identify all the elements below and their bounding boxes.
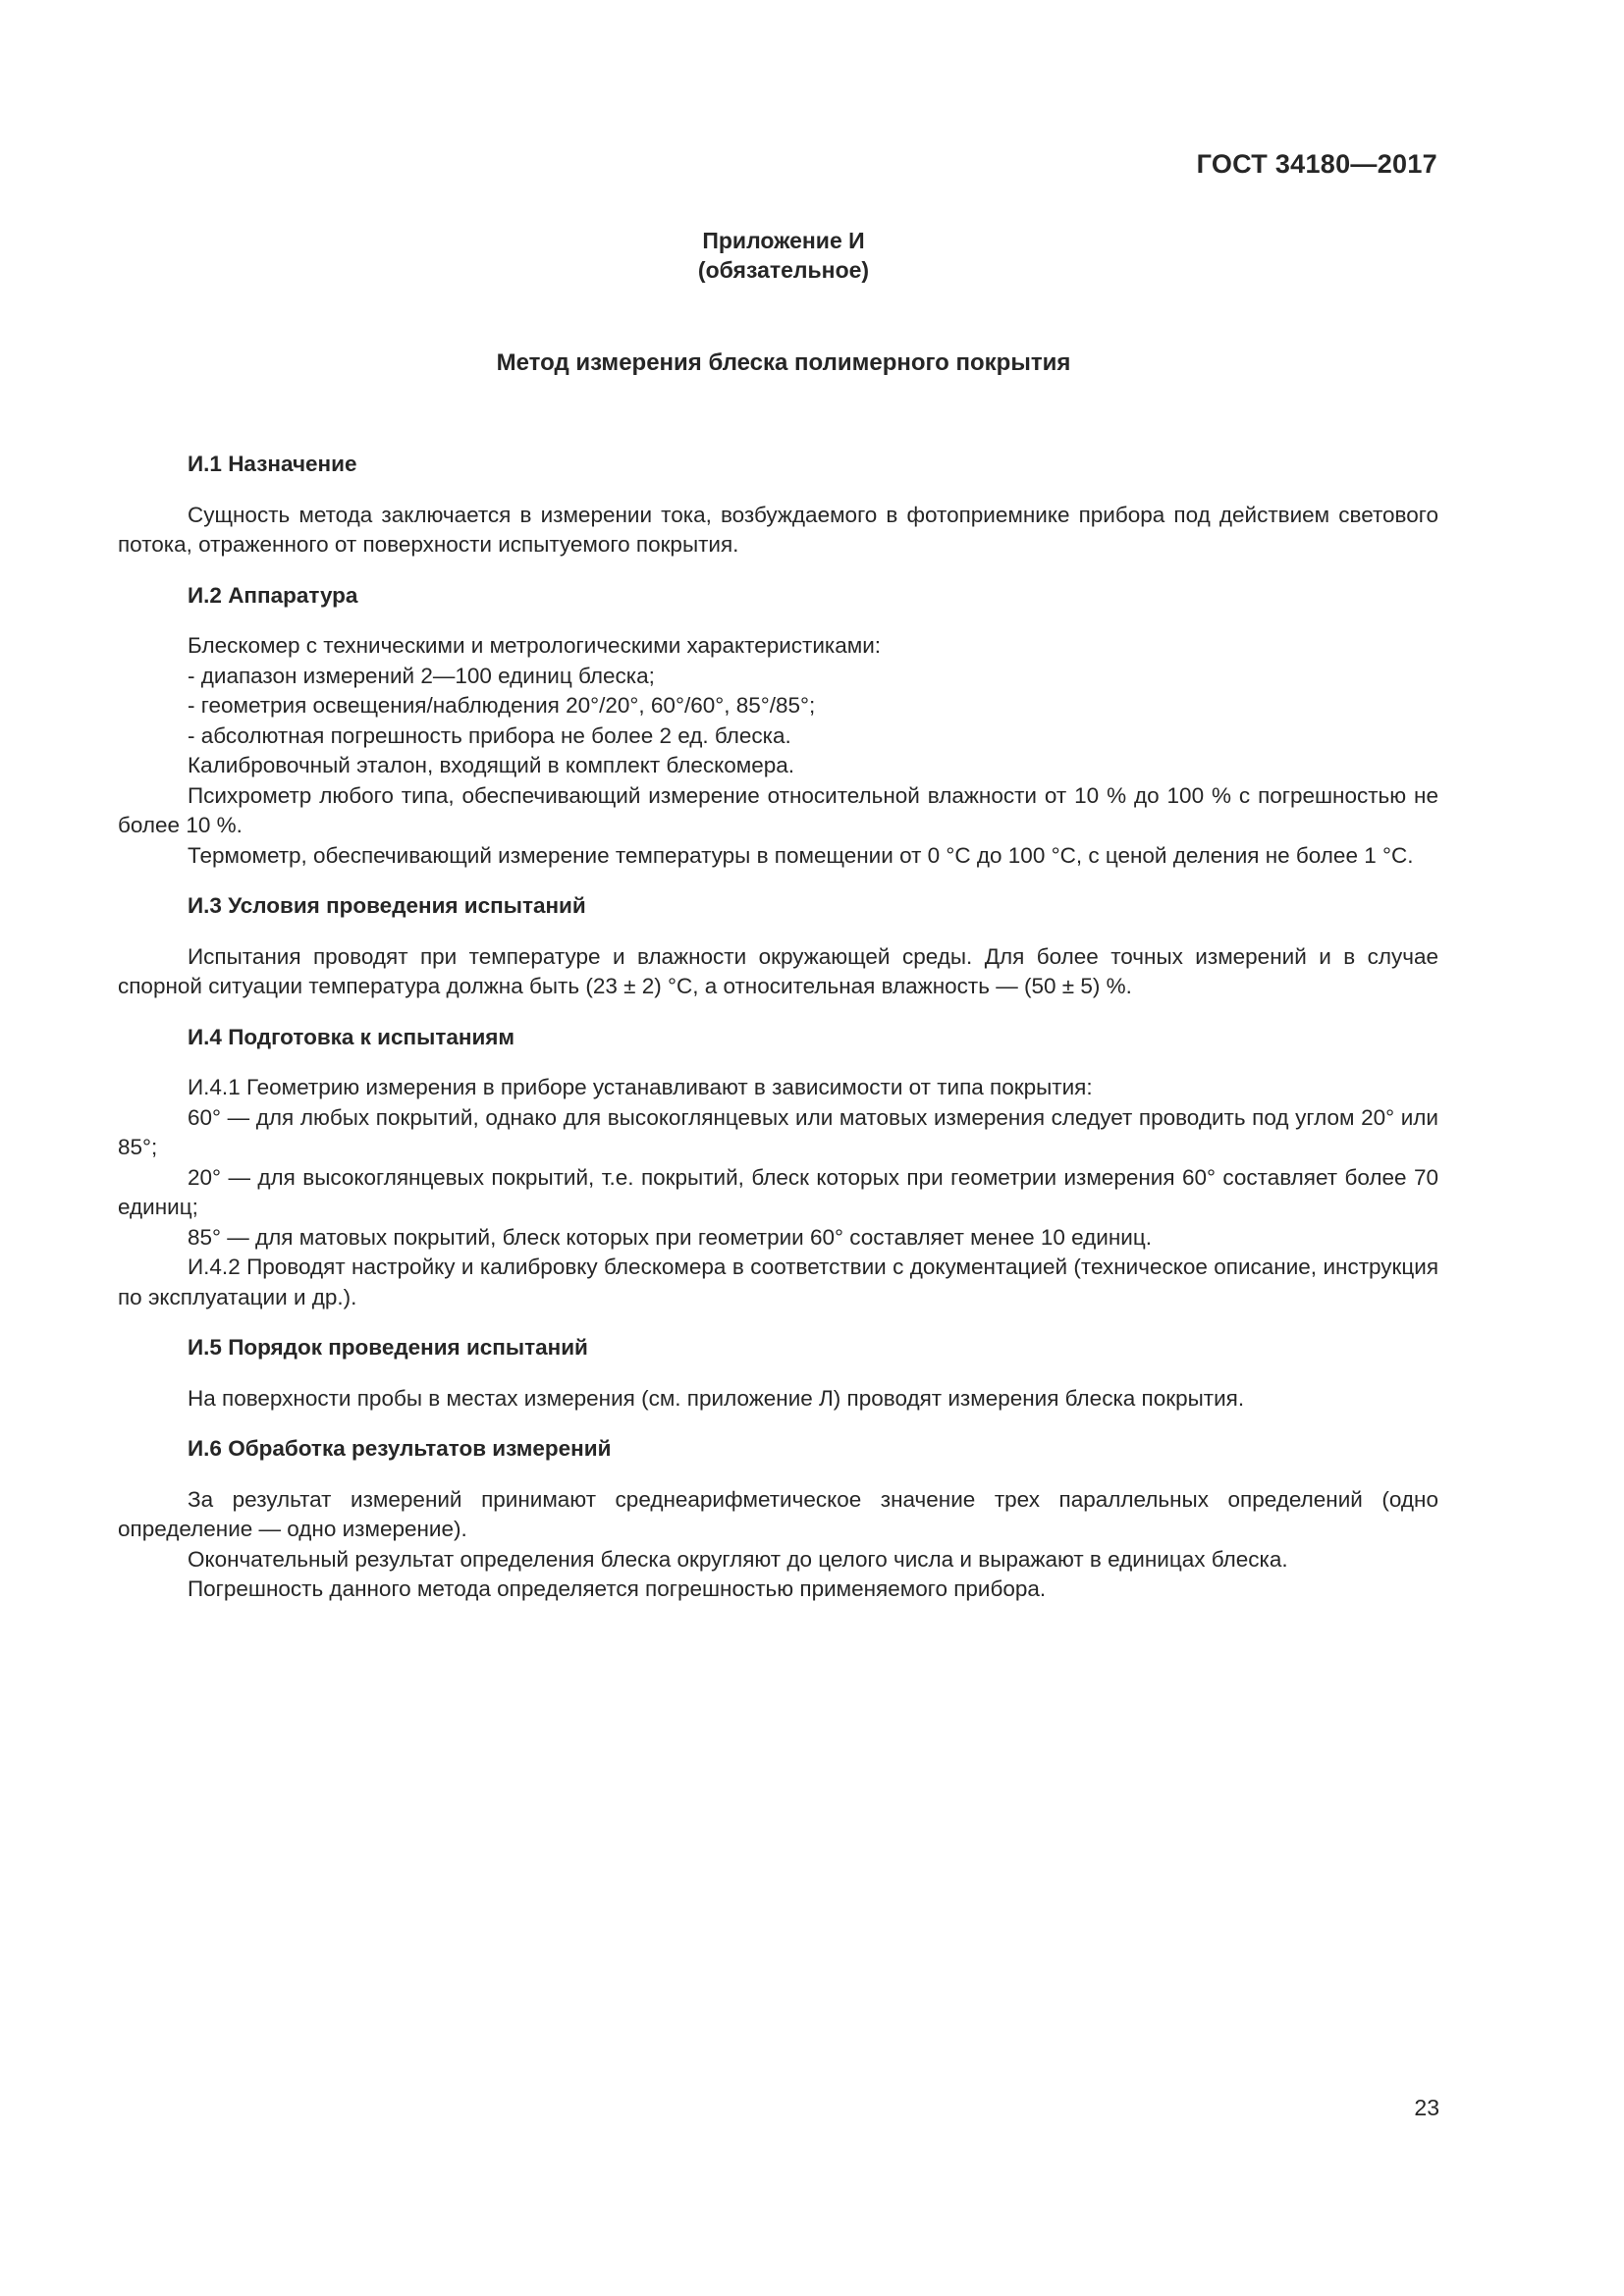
annex-title: Метод измерения блеска полимерного покрытия [496, 349, 1071, 376]
document-body [118, 450, 1438, 1626]
section-heading: И.4 Подготовка к испытаниям [188, 1024, 515, 1049]
section-body [118, 942, 1438, 1002]
section-heading: И.1 Назначение [188, 452, 357, 476]
paragraph: Термометр, обеспечивающий измерение температуры в помещении от 0 °С до 100 °С, с ценой деления не более 1 °С. [188, 842, 1414, 868]
section-preparation [118, 1023, 1438, 1313]
section-heading: И.5 Порядок проведения испытаний [188, 1335, 588, 1360]
annex-label: Приложение И [702, 228, 865, 253]
section-body [118, 631, 1438, 871]
section-purpose [118, 450, 1438, 561]
section-body [118, 1485, 1438, 1605]
paragraph: Сущность метода заключается в измерении тока, возбуждаемого в фотоприемнике прибора под действием светового потока, отраженного от поверхности испытуемого покрытия. [118, 502, 1438, 557]
section-apparatus [118, 581, 1438, 872]
section-body [118, 1384, 1438, 1415]
annex-heading [0, 226, 1567, 285]
paragraph: Испытания проводят при температуре и влажности окружающей среды. Для более точных измерений и в случае спорной ситуации температура должна быть (23 ± 2) °С, а относительная влажность — (50 ± 5) %. [118, 943, 1438, 998]
annex-status: (обязательное) [697, 257, 870, 283]
paragraph: Погрешность данного метода определяется погрешностью применяемого прибора. [188, 1576, 1047, 1601]
paragraph: И.4.1 Геометрию измерения в приборе устанавливают в зависимости от типа покрытия: [188, 1075, 1093, 1099]
section-body [118, 501, 1438, 561]
section-heading: И.3 Условия проведения испытаний [188, 893, 586, 918]
section-body [118, 1073, 1438, 1312]
section-heading: И.6 Обработка результатов измерений [188, 1436, 612, 1461]
paragraph: 20° — для высокоглянцевых покрытий, т.е. покрытий, блеск которых при геометрии измерения 60° составляет более 70 единиц; [118, 1164, 1438, 1219]
section-test-conditions [118, 891, 1438, 1002]
document-number: ГОСТ 34180—2017 [1196, 149, 1437, 179]
paragraph: И.4.2 Проводят настройку и калибровку блескомера в соответствии с документацией (техническое описание, инструкция по эксплуатации и др.). [118, 1255, 1438, 1309]
page-number: 23 [1414, 2095, 1439, 2120]
paragraph: Блескомер с техническими и метрологическими характеристиками: [188, 633, 882, 658]
paragraph: Окончательный результат определения блеска округляют до целого числа и выражают в единицах блеска. [188, 1546, 1288, 1572]
section-results-processing [118, 1434, 1438, 1605]
paragraph: Психрометр любого типа, обеспечивающий измерение относительной влажности от 10 % до 100 % с погрешностью не более 10 %. [118, 782, 1438, 837]
paragraph: За результат измерений принимают среднеарифметическое значение трех параллельных определений (одно определение — одно измерение). [118, 1486, 1438, 1541]
section-heading: И.2 Аппаратура [188, 582, 358, 608]
paragraph: На поверхности пробы в местах измерения (см. приложение Л) проводят измерения блеска покрытия. [188, 1385, 1245, 1411]
paragraph: 60° — для любых покрытий, однако для высокоглянцевых или матовых измерения следует проводить под углом 20° или 85°; [118, 1104, 1438, 1159]
paragraph: 85° — для матовых покрытий, блеск которых при геометрии 60° составляет менее 10 единиц. [188, 1224, 1152, 1250]
section-procedure [118, 1333, 1438, 1414]
list-item: - геометрия освещения/наблюдения 20°/20°, 60°/60°, 85°/85°; [188, 693, 816, 718]
list-item: - абсолютная погрешность прибора не более 2 ед. блеска. [188, 722, 791, 748]
list-item: - диапазон измерений 2—100 единиц блеска; [188, 663, 655, 688]
paragraph: Калибровочный эталон, входящий в комплект блескомера. [188, 753, 795, 777]
